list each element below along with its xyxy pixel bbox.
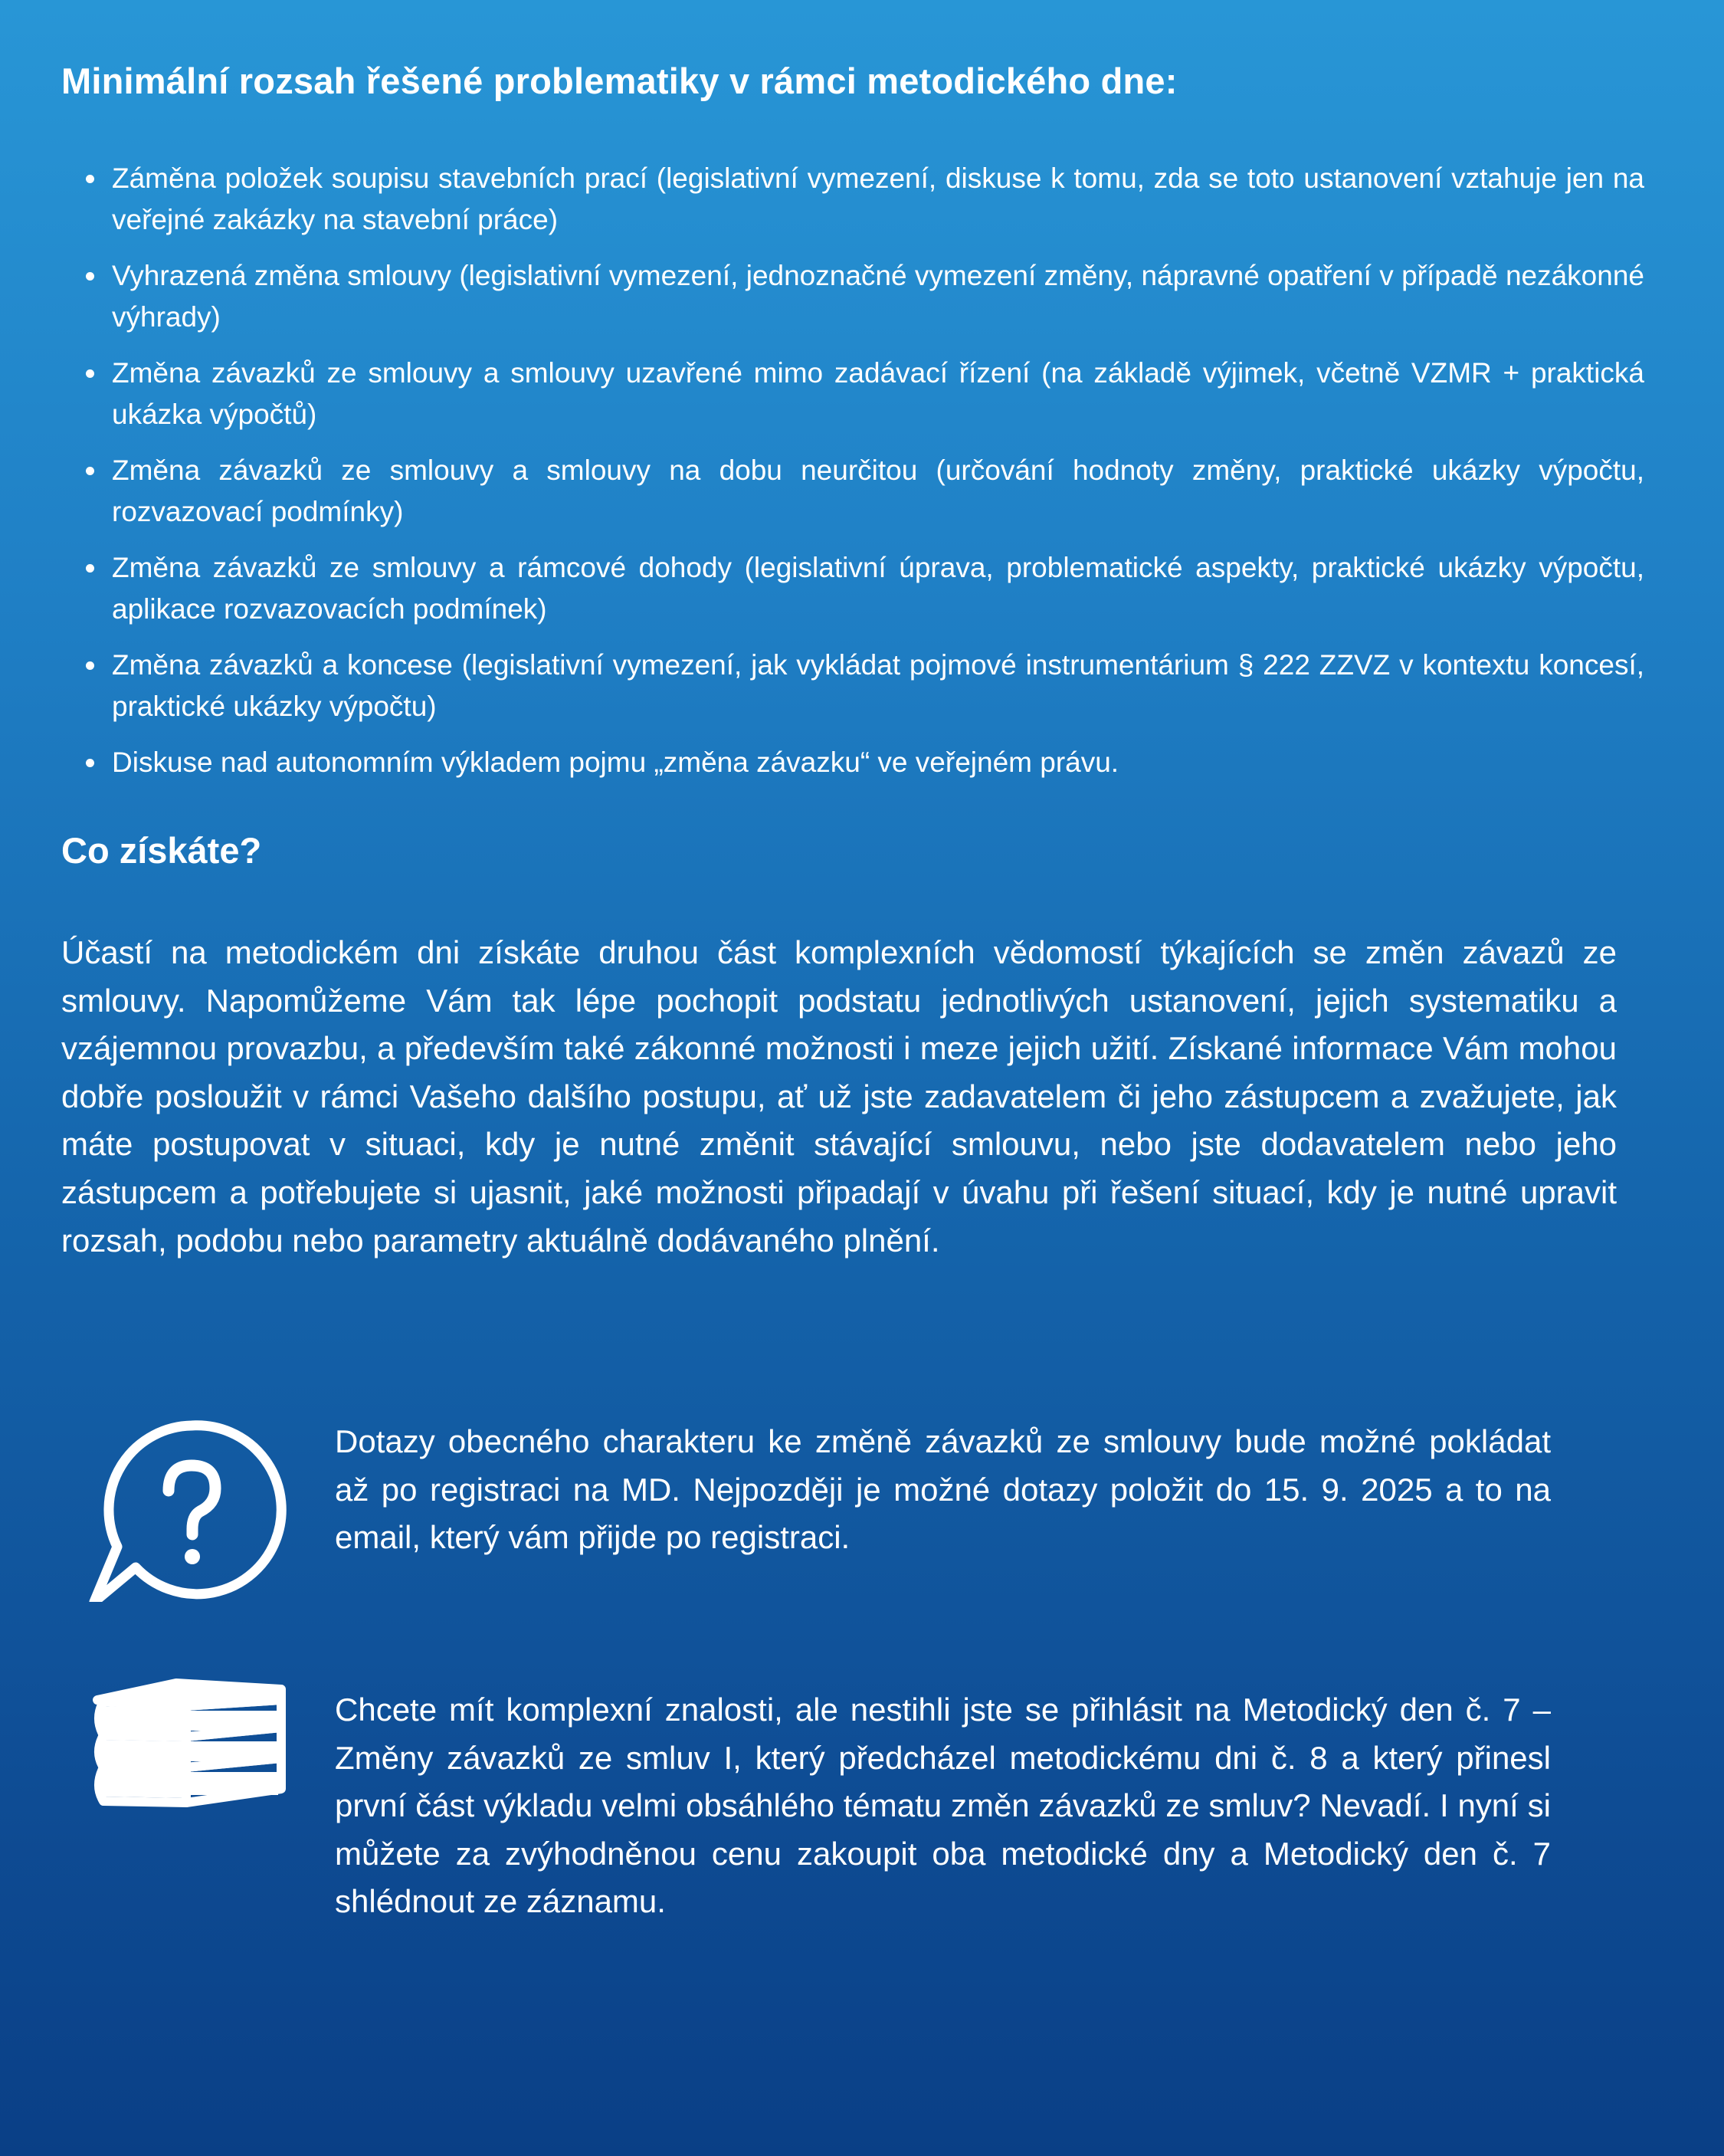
topic-item: Změna závazků ze smlouvy a smlouvy uzavřené mimo zadávací řízení (na základě výjimek, včetně VZMR + praktická ukázka výpočtů) — [112, 353, 1644, 435]
question-bubble-icon — [88, 1418, 287, 1606]
topic-item: Vyhrazená změna smlouvy (legislativní vymezení, jednoznačné vymezení změny, nápravné opatření v případě nezákonné výhrady) — [112, 255, 1644, 338]
topic-item: Záměna položek soupisu stavebních prací (legislativní vymezení, diskuse k tomu, zda se toto ustanovení vztahuje jen na veřejné zakázky na stavební práce) — [112, 158, 1644, 241]
recording-text: Chcete mít komplexní znalosti, ale nestihli jste se přihlásit na Metodický den č. 7 – Změny závazků ze smluv I, který předcházel metodickému dni č. 8 a který přinesl první část výkladu velmi obsáhlého tématu změn závazků ze smluv? Nevadí. I nyní si můžete za zvýhodněnou cenu zakoupit oba metodické dny a Metodický den č. 7 shlédnout ze záznamu. — [335, 1692, 1551, 1920]
books-icon — [88, 1666, 287, 1823]
questions-text: Dotazy obecného charakteru ke změně závazků ze smlouvy bude možné pokládat až po registraci na MD. Nejpozději je možné dotazy položit do 15. 9. 2025 a to na email, který vám přijde po registraci. — [335, 1423, 1551, 1556]
topic-item: Diskuse nad autonomním výkladem pojmu „změna závazku“ ve veřejném právu. — [112, 742, 1644, 783]
topic-item: Změna závazků ze smlouvy a rámcové dohody (legislativní úprava, problematické aspekty, praktické ukázky výpočtu, aplikace rozvazovacích podmínek) — [112, 547, 1644, 630]
topic-item: Změna závazků a koncese (legislativní vymezení, jak vykládat pojmové instrumentárium § 222 ZZVZ v kontextu koncesí, praktické ukázky výpočtu) — [112, 645, 1644, 727]
section-heading: Minimální rozsah řešené problematiky v rámci metodického dne: — [61, 61, 1178, 101]
topic-item: Změna závazků ze smlouvy a smlouvy na dobu neurčitou (určování hodnoty změny, praktické ukázky výpočtu, rozvazovací podmínky) — [112, 450, 1644, 533]
topic-list — [84, 158, 1644, 798]
benefits-heading: Co získáte? — [61, 830, 262, 871]
benefits-paragraph: Účastí na metodickém dni získáte druhou část komplexních vědomostí týkajících se změn závazů ze smlouvy. Napomůžeme Vám tak lépe pochopit podstatu jednotlivých ustanovení, jejich systematiku a vzájemnou provazbu, a především také zákonné možnosti i meze jejich užití. Získané informace Vám mohou dobře posloužit v rámci Vašeho dalšího postupu, ať už jste zadavatelem či jeho zástupcem a zvažujete, jak máte postupovat v situaci, kdy je nutné změnit stávající smlouvu, nebo jste dodavatelem nebo jeho zástupcem a potřebujete si ujasnit, jaké možnosti připadají v úvahu při řešení situací, kdy je nutné upravit rozsah, podobu nebo parametry aktuálně dodávaného plnění. — [61, 934, 1617, 1258]
